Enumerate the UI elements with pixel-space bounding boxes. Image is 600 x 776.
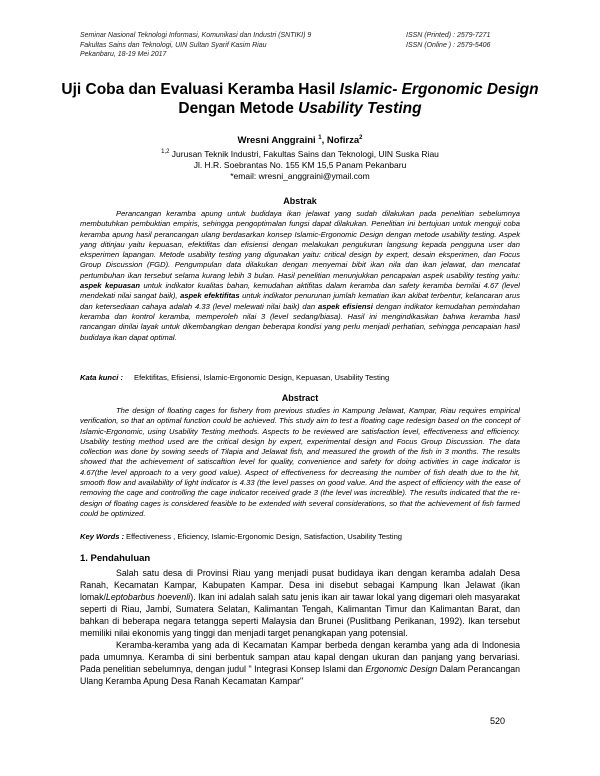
abstrak-text: Perancangan keramba apung untuk budidaya ikan jelawat yang sudah dilakukan pada penelitian sebelumnya membutuhkan pembuktian empiris, sehingga pengoptimalan fungsi dapat dilakukan. Penelitian ini bertujuan untuk menguji coba keramba apung hasil perancangan ulang berdasarkan konsep Islamic-Ergonomic Design dengan metode usability testing. Aspek yang ditinjau yaitu kepuasan, efektifitas dan efisiensi dengan melakukan pengukuran langsung kepada pengguna user dan eksperimen lapangan. Metode usability testing yang digunakan yaitu: critical design by expert, desain eksperimen, dan Focus Group Discussion (FGD). Pengumpulan data dilakukan dengan menyemai bibit ikan nila dan ikan jelawat, dan mencatat pertumbuhan ikan tersebut selama kurang lebih 3 bulan. Hasil penelitian menunjukkan pencapaian aspek usability testing yaitu: aspek kepuasan untuk indikator kualitas bahan, kemudahan aktifitas dalam keramba dan safety keramba bernilai 4.67 (level mendekati nilai sangat baik), aspek efektifitas untuk indikator penurunan jumlah kematian ikan akibat terbentur, kelancaran arus dan ketersediaan cahaya adalah 4.33 (level melewati nilai baik) dan aspek efisiensi dengan indikator kemudahan pemindahan keramba dan kontrol keramba, memperoleh nilai 3 (level sedang/biasa). Hasil ini mengindikasikan bahwa keramba hasil rancangan dinilai layak untuk dikembangkan dengan beberapa kondisi yang perlu menjadi perhatian, sehingga pencapaian hasil budidaya ikan dapat optimal. <box>80 209 520 342</box>
title-part-3: Dengan Metode <box>178 100 299 117</box>
title-part-1: Uji Coba dan Evaluasi Keramba Hasil <box>61 81 340 98</box>
email: *email: wresni_anggraini@ymail.com <box>230 170 370 181</box>
running-header <box>80 31 530 60</box>
paper-title <box>60 80 540 118</box>
faculty-name: Fakultas Sains dan Teknologi, UIN Sultan Syarif Kasim Riau <box>80 41 267 49</box>
title-part-2: Islamic- Ergonomic Design <box>339 81 539 98</box>
affiliation: $^{1,2}$ Jurusan Teknik Industri, Fakultas Sains dan Teknologi, UIN Suska Riau <box>161 148 439 159</box>
author-block <box>100 133 500 182</box>
conference-name: Seminar Nasional Teknologi Informasi, Komunikasi dan Industri (SNTIKI) 9 <box>80 32 312 39</box>
issn-print: ISSN (Printed) : 2579-7271 <box>406 32 491 39</box>
page-number: 520 <box>490 716 506 726</box>
abstrak-heading: Abstrak <box>283 196 317 206</box>
abstract-heading: Abstract <box>281 393 319 403</box>
address: Jl. H.R. Soebrantas No. 155 KM 15,5 Panam Pekanbaru <box>193 159 407 170</box>
issn-online: ISSN (Online ) : 2579-5406 <box>406 41 491 49</box>
abstract-text: The design of floating cages for fishery from previous studies in Kampung Jelawat, Kampar, Riau requires empirical verification, so that an optimal function could be achieved. This study aim to test a floating cage redesign based on the concept of Islamic-Ergonomic, using Usability Testing methods. Aspects to be reviewed are satisfaction level, effectiveness and efficiency. Usability testing method used are the critical design by expert, experimental design and Focus Group Discussion. The data collection was done by sowing seeds of Tilapia and Jelawat fish, and measured the growth of the fish in 3 months. The results showed that the achievement of satiscaftion level for quality, convenience and safety for doing activities in cage indicator is 4.67(the level approach to a very good value). Aspect of effectiveness for decreasing the number of fish death due to the hit, smooth flow and availability of light indicator is 4.33 (the level passes on good value. And the aspect of efficiency with the ease of removing the cage and controlling the cage indicator received grade 3 (the level was incredible). The results indicated that the re-design of floating cages is considered feasible to be extended with several considerations, so that the achievement of fish farmed could be optimized. <box>80 406 520 518</box>
paragraph-1: Salah satu desa di Provinsi Riau yang menjadi pusat budidaya ikan dengan keramba adalah Desa Ranah, Kecamatan Kampar, Kabupaten Kampar. Desa ini disebut sebagai Kampung Ikan Jelawat (ikan lomak/Leptobarbus hoevenli). Ikan ini adalah salah satu jenis ikan air tawar lokal yang digemari oleh masyarakat seperti di Riau, Jambi, Sumatera Selatan, Kalimantan Tengah, Kalimantan Timur dan Kalimantan Barat, dan bahkan di beberapa negara tetangga seperti Malaysia dan Brunei (Puslitbang Perikanan, 1992). Ikan tersebut memiliki nilai ekonomis yang tinggi dan menjadi target penangkapan yang potensial. <box>80 568 520 638</box>
author-1: Wresni Anggraini <box>237 135 316 147</box>
paragraph-2: Keramba-keramba yang ada di Kecamatan Kampar berbeda dengan keramba yang ada di Indonesia pada umumnya. Keramba di sini berbentuk sampan atau kapal dengan ukuran dan panjang yang bervariasi. Pada penelitian sebelumnya, dengan judul " Integrasi Konsep Islami dan Ergonomic Design Dalam Perancangan Ulang Keramba Apung Desa Ranah Kecamatan Kampar" <box>80 640 521 686</box>
author-names: Wresni Anggraini $^1$, Nofirza$^2$ <box>237 135 363 147</box>
key-words: Key Words : Effectiveness , Eficiency, Islamic-Ergonomic Design, Satisfaction, Usability Testing <box>80 532 403 541</box>
section-1-heading: 1. Pendahuluan <box>80 553 151 564</box>
title-part-4: Usability Testing <box>298 100 422 117</box>
location-date: Pekanbaru, 18-19 Mei 2017 <box>80 51 167 58</box>
section-1-body <box>80 567 520 687</box>
kata-kunci: Kata kunci : Efektifitas, Efisiensi, Islamic-Ergonomic Design, Kepuasan, Usability Testing <box>80 373 390 382</box>
author-2: Nofirza <box>326 135 360 147</box>
